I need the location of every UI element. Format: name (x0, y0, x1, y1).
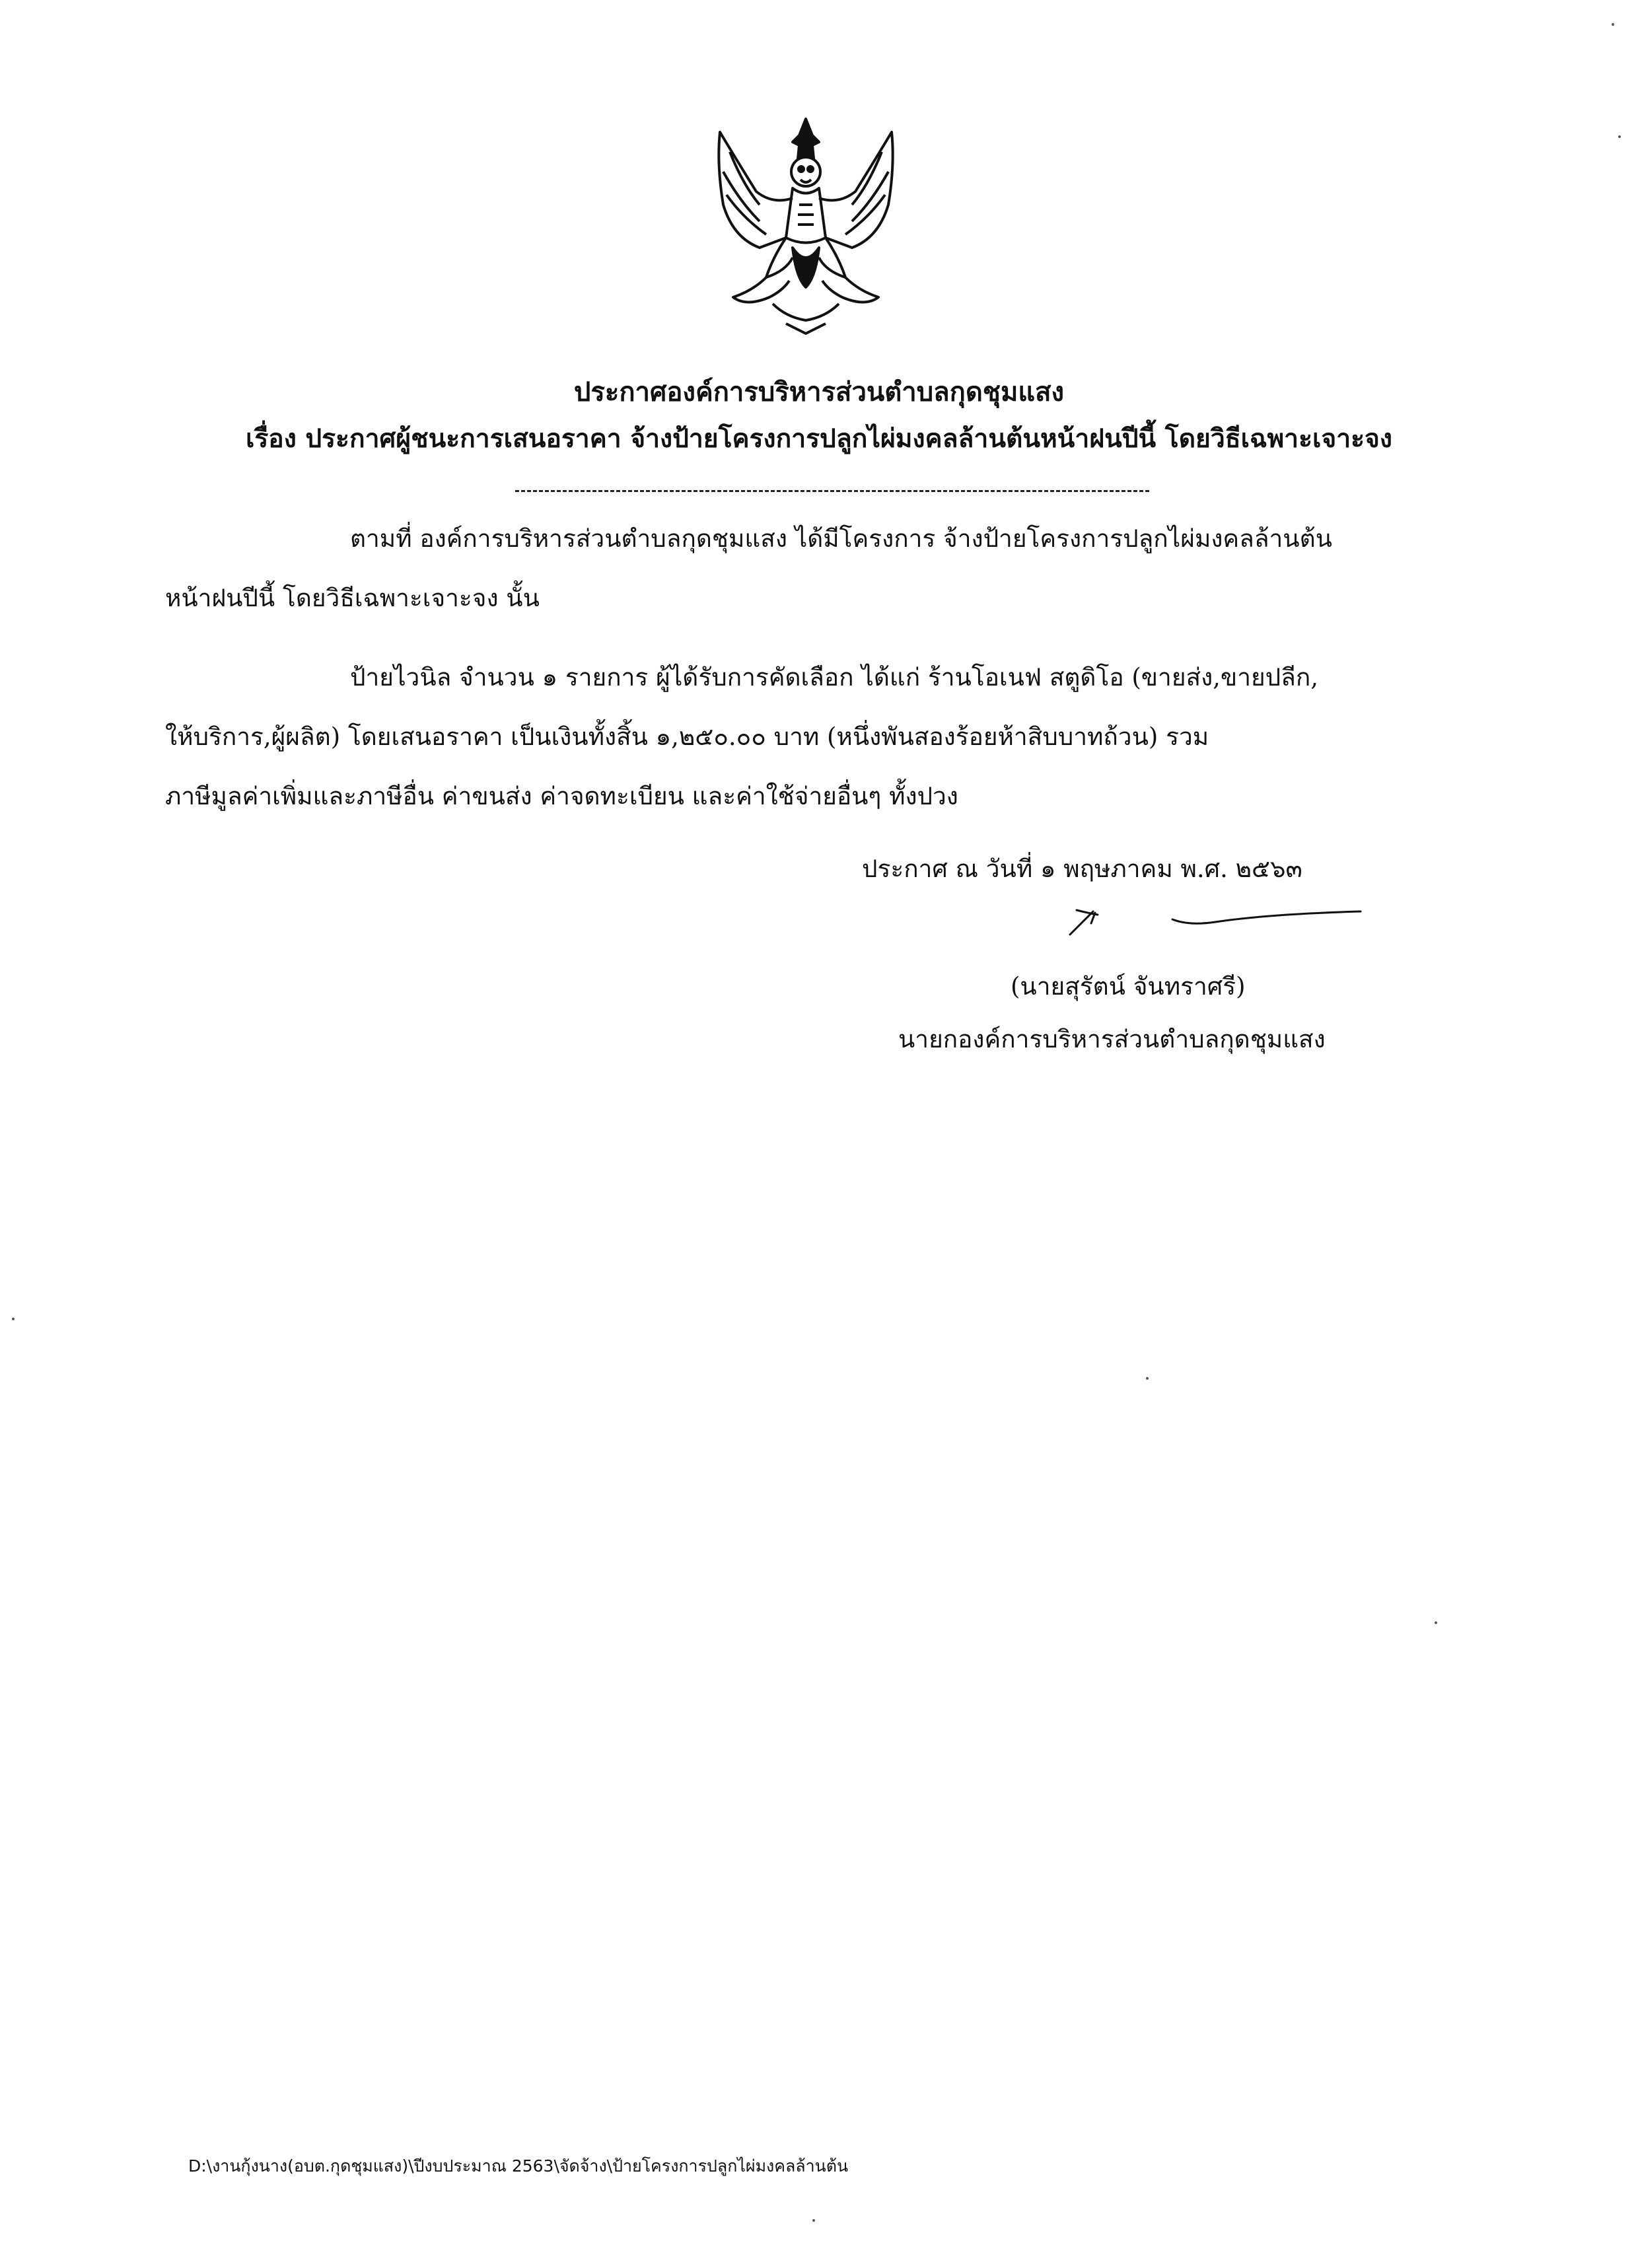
divider (515, 490, 1149, 492)
handwritten-signature (1057, 898, 1374, 951)
announcement-heading: ประกาศองค์การบริหารส่วนตำบลกุดชุมแสง (573, 376, 1065, 408)
paragraph-1-line-2: หน้าฝนปีนี้ โดยวิธีเฉพาะเจาะจง นั้น (165, 584, 540, 612)
scan-speck (12, 1318, 15, 1320)
scan-speck (812, 2219, 815, 2222)
scan-speck (1146, 1377, 1149, 1380)
scan-speck (1618, 135, 1621, 138)
signer-title: นายกองค์การบริหารส่วนตำบลกุดชุมแสง (898, 1025, 1326, 1053)
footer-file-path: D:\งานกุ้งนาง(อบต.กุดชุมแสง)\ปีงบประมาณ 2563\จัดจ้าง\ป้ายโครงการปลูกไผ่มงคลล้านต้น (188, 2156, 849, 2176)
scan-speck (1435, 1621, 1437, 1624)
paragraph-1-line-1: ตามที่ องค์การบริหารส่วนตำบลกุดชุมแสง ได้มีโครงการ จ้างป้ายโครงการปลูกไผ่มงคลล้านต้น (350, 524, 1332, 553)
paragraph-2-line-1: ป้ายไวนิล จำนวน ๑ รายการ ผู้ได้รับการคัดเลือก ได้แก่ ร้านโอเนฟ สตูดิโอ (ขายส่ง,ขายปลีก, (350, 663, 1318, 691)
garuda-emblem-icon (694, 106, 918, 343)
announcement-date: ประกาศ ณ วันที่ ๑ พฤษภาคม พ.ศ. ๒๕๖๓ (862, 855, 1302, 883)
paragraph-2-line-3: ภาษีมูลค่าเพิ่มและภาษีอื่น ค่าขนส่ง ค่าจดทะเบียน และค่าใช้จ่ายอื่นๆ ทั้งปวง (165, 782, 958, 810)
scan-speck (1612, 23, 1614, 26)
announcement-subject: เรื่อง ประกาศผู้ชนะการเสนอราคา จ้างป้ายโครงการปลูกไผ่มงคลล้านต้นหน้าฝนปีนี้ โดยวิธีเฉพาะเจาะจง (246, 423, 1392, 454)
signer-name: (นายสุรัตน์ จันทราศรี) (1011, 972, 1246, 1001)
paragraph-2-line-2: ให้บริการ,ผู้ผลิต) โดยเสนอราคา เป็นเงินทั้งสิ้น ๑,๒๕๐.๐๐ บาท (หนึ่งพันสองร้อยห้าสิบบาทถ้วน) รวม (165, 723, 1209, 751)
